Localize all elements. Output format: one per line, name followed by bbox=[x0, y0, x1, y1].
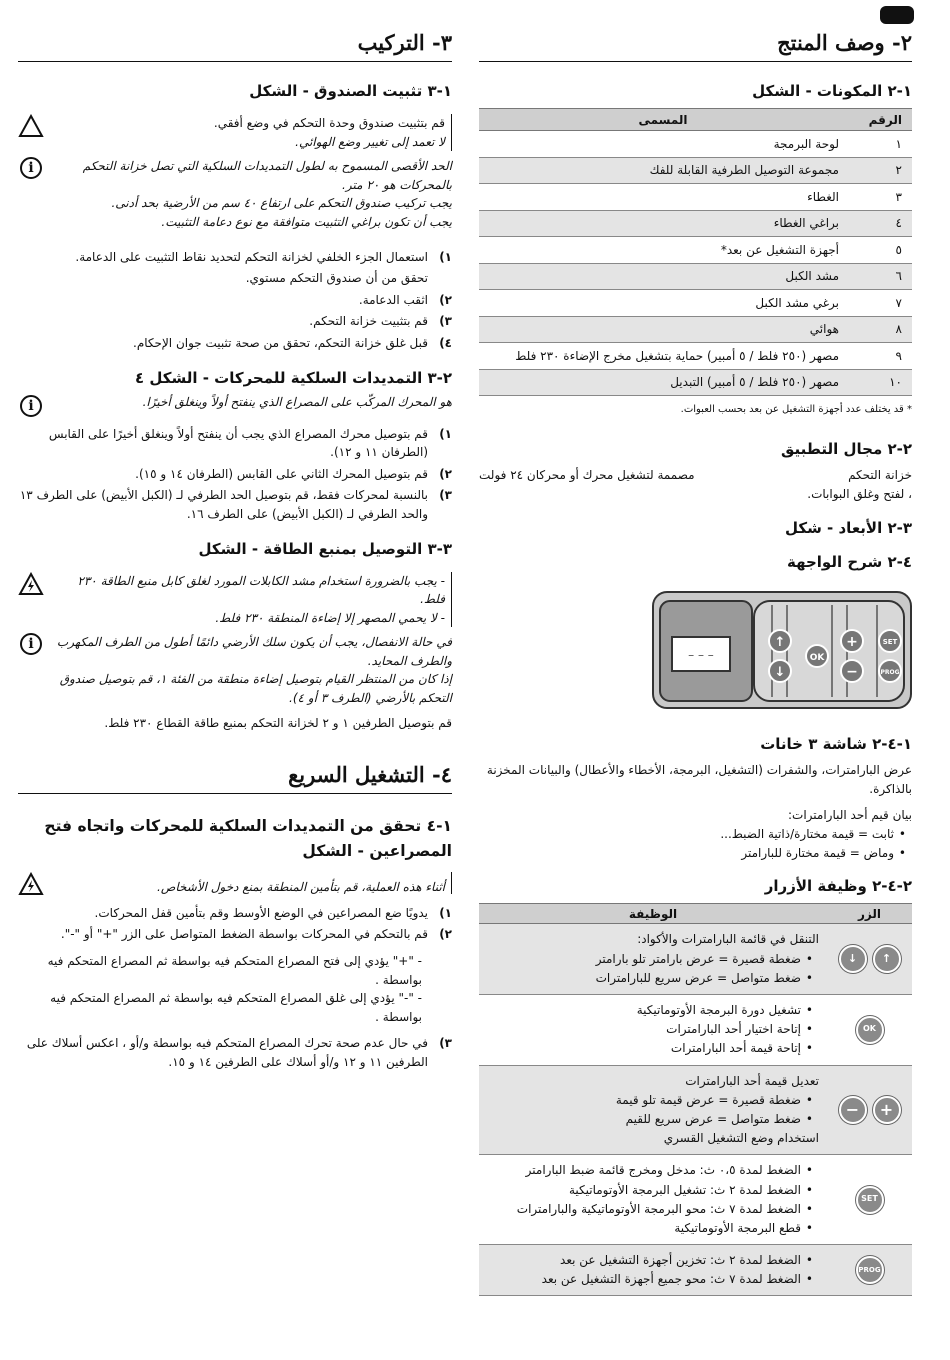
func-buttons-cell bbox=[827, 995, 912, 1066]
check-step: ١) يدويًا ضع المصراعين في الوضع الأوسط وقم بتأمين قفل المحركات. bbox=[94, 905, 452, 920]
panel-minus-label: − bbox=[846, 664, 858, 681]
parts-row bbox=[479, 316, 912, 343]
parts-num: ٤ bbox=[847, 210, 912, 237]
func-item: • قطع البرمجة الأوتوماتيكية bbox=[487, 1219, 801, 1238]
power-info-note bbox=[18, 633, 452, 707]
func-desc-cell bbox=[479, 1245, 827, 1296]
parts-name: الغطاء bbox=[479, 184, 847, 211]
parts-row bbox=[479, 263, 912, 290]
func-buttons-cell bbox=[827, 1245, 912, 1296]
func-item: • الضغط لمدة ٧ ث: محو جميع أجهزة التشغيل عن بعد bbox=[487, 1270, 801, 1289]
ok-icon: OK bbox=[856, 1016, 884, 1044]
info-icon: i bbox=[18, 157, 44, 179]
parts-num: ٥ bbox=[847, 237, 912, 264]
parts-name: هوائي bbox=[479, 316, 847, 343]
parts-table bbox=[479, 108, 912, 396]
wiring-title: ٢-٣ التمديدات السلكية للمحركات - الشكل ٤ bbox=[134, 368, 452, 387]
panel-up-label: ↑ bbox=[774, 635, 786, 651]
func-row-prog bbox=[479, 1245, 912, 1296]
parts-name: لوحة البرمجة bbox=[479, 131, 847, 158]
warning-triangle-icon bbox=[18, 114, 44, 138]
check-warning-note bbox=[18, 872, 452, 896]
check-step: ٣) في حال عدم صحة تحرك المصراع المتحكم فيه بواسطة و/أو ، اعكس أسلاك على الطرفين ١١ و ١٢ و/أو أسلاك على الطرفين ١٤ و ١٥. bbox=[26, 1036, 452, 1069]
parts-num: ٣ bbox=[847, 184, 912, 211]
func-header-func: الوظيفة bbox=[479, 904, 827, 924]
check-warning-text: أثناء هذه العملية، قم بتأمين المنطقة بمنع دخول الأشخاص. bbox=[52, 872, 452, 894]
power-warning-text bbox=[52, 572, 452, 628]
wiring-info-note bbox=[18, 395, 452, 417]
func-desc-cell bbox=[479, 995, 827, 1066]
parts-name: مشد الكبل bbox=[479, 263, 847, 290]
func-desc-cell bbox=[479, 1155, 827, 1245]
parts-name: مصهر (٢٥٠ فلط / ٥ أمبير) حماية بتشغيل مخرج الإضاءة ٢٣٠ فلط bbox=[479, 343, 847, 370]
parts-row bbox=[479, 343, 912, 370]
parts-row bbox=[479, 131, 912, 158]
func-item: • الضغط لمدة ٢ ث: تشغيل البرمجة الأوتوماتيكية bbox=[487, 1181, 801, 1200]
screen-bullets bbox=[479, 825, 912, 863]
language-badge bbox=[880, 6, 914, 24]
panel-down-label: ↓ bbox=[774, 665, 786, 681]
func-buttons-cell bbox=[827, 924, 912, 995]
func-item: • الضغط لمدة ٢ ث: تخزين أجهزة التشغيل عن بعد bbox=[487, 1251, 801, 1270]
wiring-step: ١) قم بتوصيل محرك المصراع الذي يجب أن ينفتح أولاً وينغلق أخيرًا على القابس (الطرفان ١١ و ١٢). bbox=[48, 426, 452, 460]
power-warning-note bbox=[18, 572, 452, 628]
fix-steps bbox=[18, 248, 452, 353]
fix-step: ٢) اثقب الدعامة. bbox=[358, 292, 452, 307]
fix-step: ٤) قبل غلق خزانة التحكم، تحقق من صحة تثبيت جوان الإحكام. bbox=[133, 335, 452, 350]
parts-row bbox=[479, 157, 912, 184]
parts-name: براغي الغطاء bbox=[479, 210, 847, 237]
func-item: • الضغط لمدة ٠،٥ ث: مدخل ومخرج قائمة ضبط البارامتر bbox=[487, 1161, 801, 1180]
func-item: • إتاحة اختيار أحد البارامترات bbox=[487, 1020, 801, 1039]
parts-row bbox=[479, 237, 912, 264]
panel-plus-label: + bbox=[846, 634, 858, 651]
parts-name: أجهزة التشغيل عن بعد* bbox=[479, 237, 847, 264]
func-buttons-cell bbox=[827, 1155, 912, 1245]
check-step: ٢) قم بالتحكم في المحركات بواسطة الضغط المتواصل على الزر "+" أو "-". bbox=[60, 927, 452, 942]
control-panel-svg bbox=[652, 591, 912, 709]
panel-set-label: SET bbox=[882, 638, 898, 647]
parts-num: ٦ bbox=[847, 263, 912, 290]
electric-hazard-icon bbox=[18, 572, 44, 596]
set-icon: SET bbox=[856, 1186, 884, 1214]
control-panel-illustration bbox=[652, 591, 912, 709]
section-title-installation: ٣- التركيب bbox=[18, 30, 452, 62]
func-lead: تعديل قيمة أحد البارامترات bbox=[685, 1073, 819, 1088]
screen-title: ١-٤-٢ شاشة ٣ خانات bbox=[760, 735, 912, 754]
parts-num: ٨ bbox=[847, 316, 912, 343]
scope-title: ٢-٢ مجال التطبيق bbox=[780, 439, 912, 458]
parts-num: ١٠ bbox=[847, 369, 912, 396]
power-warning-line: - يجب بالضرورة استخدام مشد الكابلات المورد لغلق كابل منبع الطاقة ٢٣٠ فلط. bbox=[77, 573, 445, 607]
electric-hazard-icon bbox=[18, 872, 44, 896]
scope-text-b: مصممة لتشغيل محرك أو محركان ٢٤ فولت bbox=[479, 467, 695, 482]
installation-column bbox=[18, 30, 452, 1080]
func-header-btn: الزر bbox=[827, 904, 912, 924]
parts-header-num: الرقم bbox=[847, 109, 912, 131]
func-item: • ضغط متواصل = عرض سريع للبارامترات bbox=[487, 969, 801, 988]
wiring-info-text: هو المحرك المركّب على المصراع الذي ينفتح أولاً وينغلق أخيرًا. bbox=[142, 394, 452, 409]
power-title: ٣-٣ التوصيل بمنبع الطاقة - الشكل bbox=[198, 539, 452, 558]
screen-param-label: بيان قيم أحد البارامترات: bbox=[787, 808, 912, 823]
check-substep: - "+" يؤدي إلى فتح المصراع المتحكم فيه بواسطة ثم المصراع المتحكم فيه بواسطة . bbox=[47, 954, 422, 987]
section-title-product: ٢- وصف المنتج bbox=[479, 30, 912, 62]
func-tail: استخدام وضع التشغيل القسري bbox=[663, 1131, 819, 1146]
check-steps bbox=[18, 904, 452, 944]
fix-step: تحقق من أن صندوق التحكم مستوي. bbox=[245, 271, 428, 286]
wiring-steps bbox=[18, 425, 452, 524]
power-text: قم بتوصيل الطرفين ١ و ٢ لخزانة التحكم بمنبع طاقة القطاع ٢٣٠ فلط. bbox=[104, 715, 452, 730]
parts-num: ٢ bbox=[847, 157, 912, 184]
power-info-text bbox=[52, 633, 452, 707]
power-warning-line: - لا يحمي المصهر إلا إضاءة المنطقة ٢٣٠ فلط. bbox=[215, 610, 445, 625]
up-arrow-icon: ↑ bbox=[873, 945, 901, 973]
fix-warning-line: قم بتثبيت صندوق وحدة التحكم في وضع أفقي. bbox=[213, 116, 445, 130]
parts-row bbox=[479, 210, 912, 237]
fix-info-text bbox=[52, 157, 452, 231]
scope-text-a: خزانة التحكم bbox=[848, 467, 912, 482]
fix-warning-text bbox=[52, 114, 452, 151]
check-title: ١-٤ تحقق من التمديدات السلكية للمحركات واتجاه فتح المصراعين - الشكل bbox=[44, 817, 452, 861]
scope-text-c: ، لفتح وغلق البوابات. bbox=[807, 486, 912, 501]
interface-title: ٤-٢ شرح الواجهة bbox=[786, 553, 912, 572]
panel-display: – – – bbox=[688, 648, 714, 663]
plus-icon: + bbox=[873, 1096, 901, 1124]
prog-icon: PROG bbox=[856, 1256, 884, 1284]
minus-icon: − bbox=[839, 1096, 867, 1124]
fix-warning-line: لا تعمد إلى تغيير وضع الهوائي. bbox=[295, 134, 445, 149]
func-lead: التنقل في قائمة البارامترات والأكواد: bbox=[637, 932, 819, 947]
product-description-column bbox=[479, 30, 912, 1296]
parts-name: مصهر (٢٥٠ فلط / ٥ أمبير) التبديل bbox=[479, 369, 847, 396]
func-item: • ضغط متواصل = عرض سريع للقيم bbox=[487, 1110, 801, 1129]
parts-name: برغي مشد الكبل bbox=[479, 290, 847, 317]
power-info-line: في حالة الانفصال، يجب أن يكون سلك الأرضي دائمًا أطول من الطرف المكهرب والطرف المحايد. bbox=[56, 635, 452, 668]
check-substep: - "-" يؤدي إلى غلق المصراع المتحكم فيه بواسطة ثم المصراع المتحكم فيه بواسطة . bbox=[50, 991, 422, 1024]
fix-warning-note bbox=[18, 114, 452, 151]
section-title-quickstart: ٤- التشغيل السريع bbox=[18, 762, 452, 794]
components-title: ١-٢ المكونات - الشكل bbox=[752, 82, 912, 100]
parts-footnote: * قد يختلف عدد أجهزة التشغيل عن بعد بحسب العبوات. bbox=[680, 404, 912, 415]
func-item: • ضغطة قصيرة = عرض بارامتر تلو بارامتر bbox=[487, 950, 801, 969]
func-row-navigate bbox=[479, 924, 912, 995]
func-desc-cell bbox=[479, 924, 827, 995]
func-item: • إتاحة قيمة أحد البارامترات bbox=[487, 1039, 801, 1058]
parts-num: ٩ bbox=[847, 343, 912, 370]
wiring-step: ٣) بالنسبة لمحركات فقط، قم بتوصيل الحد الطرفي لـ (الكبل الأبيض) على الطرف ١٣ والحد الطرفي لـ (الكبل الأبيض) على الطرف ١٦. bbox=[19, 488, 452, 521]
parts-num: ١ bbox=[847, 131, 912, 158]
fix-info-line: الحد الأقصى المسموح به لطول التمديدات السلكية التي تصل خزانة التحكم بالمحركات هو ٢٠ متر. bbox=[82, 159, 452, 192]
screen-bullet: • وماض = قيمة مختارة للبارامتر bbox=[479, 844, 894, 863]
panel-prog-label: PROG bbox=[880, 669, 900, 677]
function-table bbox=[479, 903, 912, 1296]
func-desc-cell bbox=[479, 1065, 827, 1155]
check-steps-2 bbox=[18, 1034, 452, 1071]
wiring-step: ٢) قم بتوصيل المحرك الثاني على القابس (الطرفان ١٤ و ١٥). bbox=[135, 466, 452, 481]
dimensions-title: ٣-٢ الأبعاد - شكل bbox=[784, 519, 912, 538]
func-item: • تشغيل دورة البرمجة الأوتوماتيكية bbox=[487, 1001, 801, 1020]
parts-row bbox=[479, 290, 912, 317]
func-row-set bbox=[479, 1155, 912, 1245]
parts-row bbox=[479, 369, 912, 396]
fix-info-line: يجب تركيب صندوق التحكم على ارتفاع ٤٠ سم من الأرضية بحد أدنى. bbox=[111, 196, 452, 211]
scope-text bbox=[479, 466, 912, 485]
screen-text: عرض البارامترات، والشفرات (التشغيل، البرمجة، الأخطاء والأعطال) والبيانات المخزنة بالذاكرة. bbox=[486, 763, 912, 796]
parts-num: ٧ bbox=[847, 290, 912, 317]
func-row-plus-minus bbox=[479, 1065, 912, 1155]
screen-bullet: • ثابت = قيمة مختارة/ذاتية الضبط... bbox=[479, 825, 894, 844]
fix-step: ١) استعمال الجزء الخلفي لخزانة التحكم لتحديد نقاط التثبيت على الدعامة. bbox=[75, 249, 452, 264]
func-buttons-cell bbox=[827, 1065, 912, 1155]
fix-info-note bbox=[18, 157, 452, 231]
func-item: • ضغطة قصيرة = عرض قيمة تلو قيمة bbox=[487, 1091, 801, 1110]
parts-name: مجموعة التوصيل الطرفية القابلة للفك bbox=[479, 157, 847, 184]
buttons-title: ٢-٤-٢ وظيفة الأزرار bbox=[764, 877, 912, 896]
func-row-ok bbox=[479, 995, 912, 1066]
func-item: • الضغط لمدة ٧ ث: محو البرمجة الأوتوماتيكية والبارامترات bbox=[487, 1200, 801, 1219]
fix-info-line: يجب أن تكون براغي التثبيت متوافقة مع نوع دعامة التثبيت. bbox=[161, 214, 452, 229]
info-icon: i bbox=[18, 395, 44, 417]
down-arrow-icon: ↓ bbox=[839, 945, 867, 973]
power-info-line: إذا كان من المنتظر القيام بتوصيل إضاءة منطقة من الفئة ١، قم بتوصيل صندوق التحكم بالأرضي (الطرف ٣ أو ٤). bbox=[59, 672, 452, 706]
check-substeps bbox=[18, 952, 452, 1026]
parts-row bbox=[479, 184, 912, 211]
fix-step: ٣) قم بتثبيت خزانة التحكم. bbox=[309, 314, 452, 329]
fix-title: ١-٣ تثبيت الصندوق - الشكل bbox=[249, 82, 452, 100]
parts-header-name: المسمى bbox=[479, 109, 847, 131]
info-icon: i bbox=[18, 633, 44, 655]
panel-ok-label: OK bbox=[809, 653, 825, 664]
